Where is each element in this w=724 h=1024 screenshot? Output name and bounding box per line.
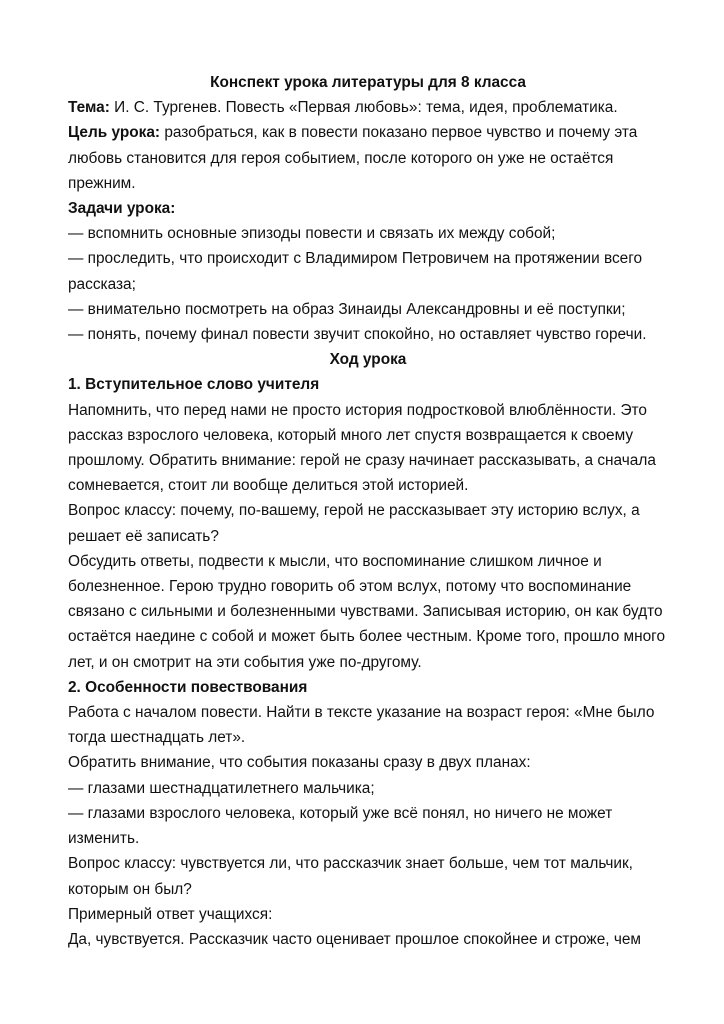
document-page	[68, 70, 668, 952]
section-heading: 1. Вступительное слово учителя	[68, 376, 320, 394]
task-item: — вспомнить основные эпизоды повести и связать их между собой;	[68, 225, 556, 243]
theme-label: Тема:	[68, 99, 110, 117]
section-text: решает её записать?	[68, 527, 219, 545]
section-text: болезненное. Герою трудно говорить об этом вслух, потому что воспоминание	[68, 578, 632, 596]
goal-text: прежним.	[68, 174, 136, 192]
theme-text: И. С. Тургенев. Повесть «Первая любовь»: тема, идея, проблематика.	[109, 99, 618, 117]
theme-line	[68, 95, 668, 120]
section-heading: 2. Особенности повествования	[68, 678, 308, 696]
section-text: связано с сильными и болезненными чувствами. Записывая историю, он как будто	[68, 603, 663, 621]
goal-label: Цель урока:	[68, 124, 161, 142]
task-item: — понять, почему финал повести звучит спокойно, но оставляет чувство горечи.	[68, 326, 647, 344]
goal-text: разобраться, как в повести показано первое чувство и почему эта	[160, 124, 638, 142]
section-text: Вопрос классу: чувствуется ли, что рассказчик знает больше, чем тот мальчик,	[68, 855, 633, 873]
section-text: Примерный ответ учащихся:	[68, 905, 273, 923]
section-text: Да, чувствуется. Рассказчик часто оценивает прошлое спокойнее и строже, чем	[68, 930, 641, 948]
section-text: тогда шестнадцать лет».	[68, 729, 246, 747]
section-text: прошлому. Обратить внимание: герой не сразу начинает рассказывать, а сначала	[68, 452, 656, 470]
document-title: Конспект урока литературы для 8 класса	[210, 74, 526, 91]
goal-line	[68, 120, 668, 145]
section-text: Напомнить, что перед нами не просто история подростковой влюблённости. Это	[68, 401, 647, 419]
section-text: Обратить внимание, что события показаны сразу в двух планах:	[68, 754, 531, 772]
section-text: Вопрос классу: почему, по-вашему, герой не рассказывает эту историю вслух, а	[68, 502, 640, 520]
task-item: рассказа;	[68, 275, 136, 293]
task-item: — внимательно посмотреть на образ Зинаиды Александровны и её поступки;	[68, 300, 626, 318]
section-text: Работа с началом повести. Найти в тексте указание на возраст героя: «Мне было	[68, 704, 655, 722]
section-text: — глазами взрослого человека, который уже всё понял, но ничего не может	[68, 804, 613, 822]
section-text: которым он был?	[68, 880, 192, 898]
tasks-heading: Задачи урока:	[68, 200, 176, 218]
section-text: изменить.	[68, 830, 140, 848]
task-item: — проследить, что происходит с Владимиром Петровичем на протяжении всего	[68, 250, 643, 268]
section-text: Обсудить ответы, подвести к мысли, что воспоминание слишком личное и	[68, 552, 602, 570]
section-text: — глазами шестнадцатилетнего мальчика;	[68, 779, 375, 797]
section-text: остаётся наедине с собой и может быть более честным. Кроме того, прошло много	[68, 628, 666, 646]
lesson-heading: Ход урока	[329, 351, 407, 369]
section-text: рассказ взрослого человека, который много лет спустя возвращается к своему	[68, 426, 634, 444]
section-text: сомневается, стоит ли вообще делиться этой историей.	[68, 477, 469, 495]
section-text: лет, и он смотрит на эти события уже по-другому.	[68, 653, 422, 671]
goal-text: любовь становится для героя событием, после которого он уже не остаётся	[68, 149, 614, 167]
